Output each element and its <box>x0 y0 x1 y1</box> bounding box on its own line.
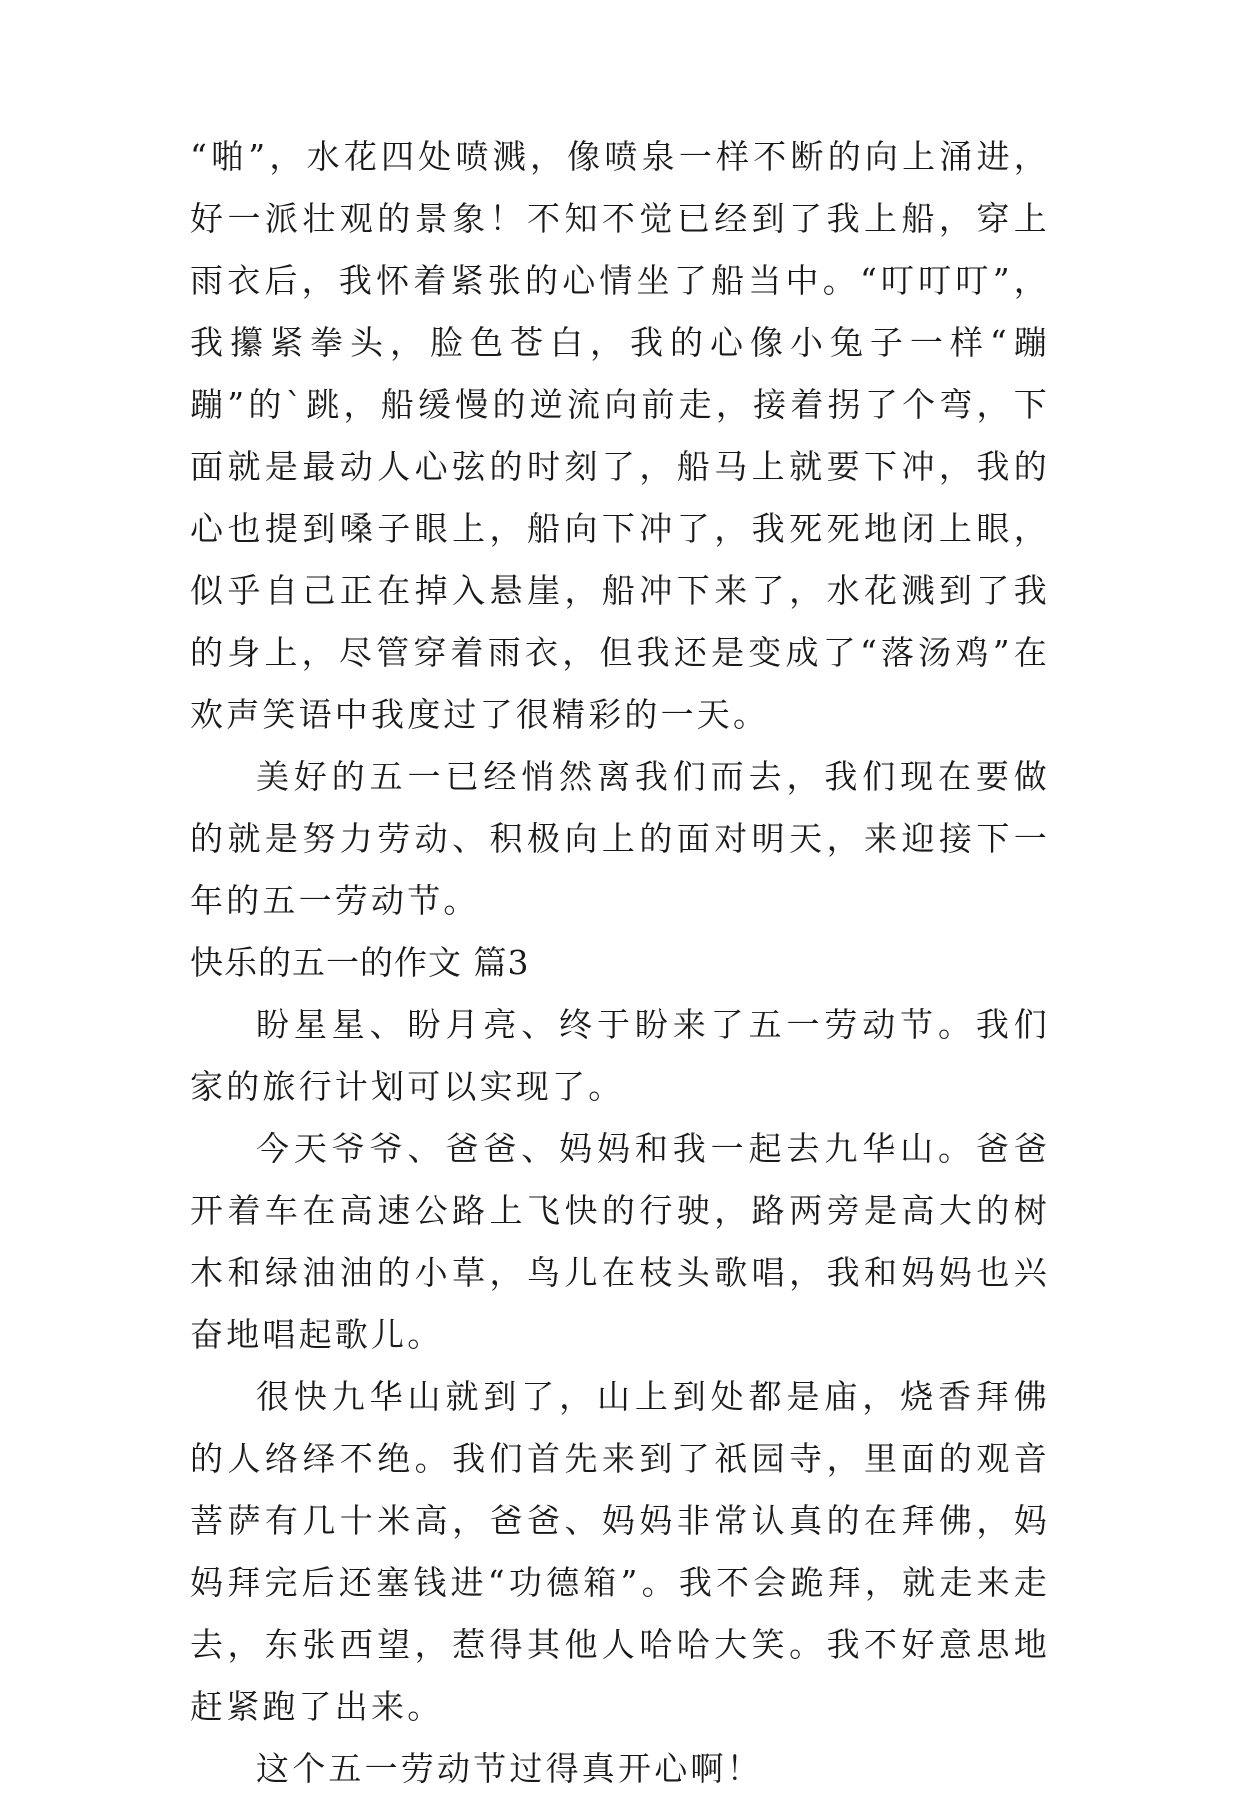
document-body <box>190 126 1050 1800</box>
paragraph-3: 盼星星、盼月亮、终于盼来了五一劳动节。我们家的旅行计划可以实现了。 <box>190 1005 1050 1106</box>
section-heading: 快乐的五一的作文 篇3 <box>190 943 530 982</box>
paragraph-5: 很快九华山就到了，山上到处都是庙，烧香拜佛的人络绎不绝。我们首先来到了祇园寺，里面的观音菩萨有几十米高，爸爸、妈妈非常认真的在拜佛，妈妈拜完后还塞钱进“功德箱”。我不会跪拜，就走来走去，东张西望，惹得其他人哈哈大笑。我不好意思地赶紧跑了出来。 <box>190 1377 1050 1726</box>
paragraph-2: 美好的五一已经悄然离我们而去，我们现在要做的就是努力劳动、积极向上的面对明天，来迎接下一年的五一劳动节。 <box>190 757 1050 920</box>
paragraph-1: “啪”，水花四处喷溅，像喷泉一样不断的向上涌进，好一派壮观的景象！不知不觉已经到了我上船，穿上雨衣后，我怀着紧张的心情坐了船当中。“叮叮叮”，我攥紧拳头，脸色苍白，我的心像小兔子一样“蹦蹦”的`跳，船缓慢的逆流向前走，接着拐了个弯，下面就是最动人心弦的时刻了，船马上就要下冲，我的心也提到嗓子眼上，船向下冲了，我死死地闭上眼，似乎自己正在掉入悬崖，船冲下来了，水花溅到了我的身上，尽管穿着雨衣，但我还是变成了“落汤鸡”在欢声笑语中我度过了很精彩的一天。 <box>190 137 1050 734</box>
paragraph-4: 今天爷爷、爸爸、妈妈和我一起去九华山。爸爸开着车在高速公路上飞快的行驶，路两旁是高大的树木和绿油油的小草，鸟儿在枝头歌唱，我和妈妈也兴奋地唱起歌儿。 <box>190 1129 1050 1354</box>
paragraph-6: 这个五一劳动节过得真开心啊！ <box>256 1749 763 1788</box>
